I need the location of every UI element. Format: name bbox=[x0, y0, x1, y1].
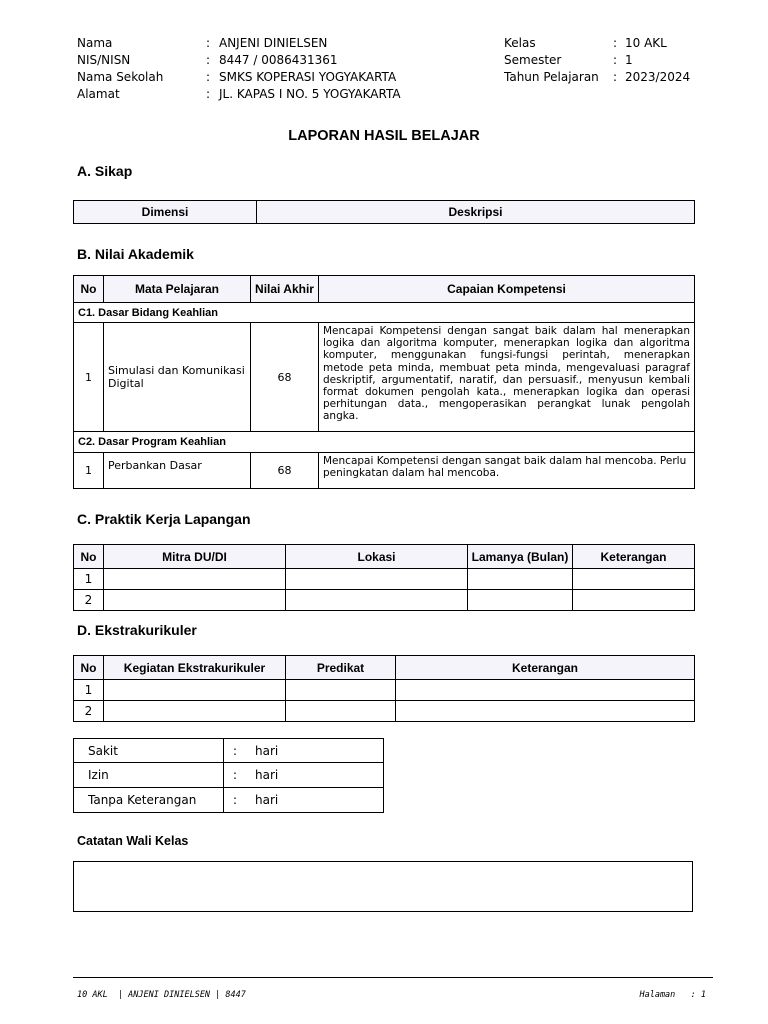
value-nis: 8447 / 0086431361 bbox=[219, 53, 338, 67]
table-row bbox=[74, 590, 695, 611]
akademik-table bbox=[73, 275, 695, 489]
cell-mapel: Simulasi dan Komunikasi Digital bbox=[104, 323, 251, 432]
attendance-table bbox=[73, 738, 384, 813]
group-row: C1. Dasar Bidang Keahlian bbox=[74, 303, 695, 323]
table-row bbox=[74, 453, 695, 489]
attendance-sep: : bbox=[224, 763, 252, 788]
cell-no: 2 bbox=[74, 590, 104, 611]
footer-divider bbox=[73, 977, 713, 978]
table-row bbox=[74, 323, 695, 432]
attendance-value: hari bbox=[251, 739, 384, 763]
col-lokasi: Lokasi bbox=[286, 545, 468, 569]
col-kegiatan: Kegiatan Ekstrakurikuler bbox=[104, 656, 286, 680]
col-predikat: Predikat bbox=[286, 656, 396, 680]
page-title: LAPORAN HASIL BELAJAR bbox=[288, 128, 480, 144]
col-deskripsi: Deskripsi bbox=[257, 201, 695, 224]
col-capaian: Capaian Kompetensi bbox=[319, 276, 695, 303]
catatan-box bbox=[73, 861, 693, 912]
col-no: No bbox=[74, 545, 104, 569]
attendance-row bbox=[74, 739, 384, 763]
col-keterangan: Keterangan bbox=[573, 545, 695, 569]
attendance-label: Izin bbox=[74, 763, 224, 788]
attendance-label: Tanpa Keterangan bbox=[74, 788, 224, 813]
section-heading-ekskul: D. Ekstrakurikuler bbox=[77, 622, 197, 638]
col-no: No bbox=[74, 656, 104, 680]
value-kelas: 10 AKL bbox=[625, 36, 667, 50]
section-heading-pkl: C. Praktik Kerja Lapangan bbox=[77, 511, 251, 527]
col-nilai: Nilai Akhir bbox=[251, 276, 319, 303]
value-sekolah: SMKS KOPERASI YOGYAKARTA bbox=[219, 70, 397, 84]
col-lamanya: Lamanya (Bulan) bbox=[468, 545, 573, 569]
attendance-value: hari bbox=[251, 763, 384, 788]
table-row bbox=[74, 569, 695, 590]
colon: : bbox=[206, 36, 211, 50]
cell-no: 2 bbox=[74, 701, 104, 722]
label-alamat: Alamat bbox=[77, 87, 120, 101]
label-tahun: Tahun Pelajaran bbox=[504, 70, 599, 84]
footer-page: Halaman : 1 bbox=[639, 990, 706, 1000]
attendance-row bbox=[74, 788, 384, 813]
cell-no: 1 bbox=[74, 453, 104, 489]
table-row bbox=[74, 701, 695, 722]
label-sekolah: Nama Sekolah bbox=[77, 70, 164, 84]
value-alamat: JL. KAPAS I NO. 5 YOGYAKARTA bbox=[219, 87, 401, 101]
colon: : bbox=[206, 70, 211, 84]
cell-capaian: Mencapai Kompetensi dengan sangat baik dalam hal mencoba. Perlu peningkatan dalam hal mencoba. bbox=[319, 453, 695, 489]
colon: : bbox=[613, 70, 618, 84]
col-mitra: Mitra DU/DI bbox=[104, 545, 286, 569]
attendance-row bbox=[74, 763, 384, 788]
cell-capaian: Mencapai Kompetensi dengan sangat baik dalam hal menerapkan logika dan algoritma komputer, menerapkan logika dan algoritma komputer, menggunakan fungsi-fungsi perintah, menerapkan metode peta minda, membuat peta minda, mengevaluasi paragraf deskriptif, argumentatif, naratif, dan persuasif., menyusun kembali format dokumen pengolah kata., menerapkan logika dan operasi perhitungan data., mengoperasikan perangkat lunak pengolah angka. bbox=[319, 323, 695, 432]
colon: : bbox=[206, 53, 211, 67]
cell-no: 1 bbox=[74, 323, 104, 432]
value-tahun: 2023/2024 bbox=[625, 70, 691, 84]
cell-mapel: Perbankan Dasar bbox=[104, 453, 251, 489]
col-keterangan: Keterangan bbox=[396, 656, 695, 680]
attendance-sep: : bbox=[224, 788, 252, 813]
col-mapel: Mata Pelajaran bbox=[104, 276, 251, 303]
col-dimensi: Dimensi bbox=[74, 201, 257, 224]
cell-no: 1 bbox=[74, 569, 104, 590]
value-nama: ANJENI DINIELSEN bbox=[219, 36, 328, 50]
table-row bbox=[74, 680, 695, 701]
sikap-table bbox=[73, 200, 695, 224]
label-nama: Nama bbox=[77, 36, 113, 50]
label-semester: Semester bbox=[504, 53, 562, 67]
section-heading-akademik: B. Nilai Akademik bbox=[77, 246, 194, 262]
footer-left: 10 AKL | ANJENI DINIELSEN | 8447 bbox=[77, 990, 246, 1000]
ekskul-table bbox=[73, 655, 695, 722]
col-no: No bbox=[74, 276, 104, 303]
colon: : bbox=[613, 53, 618, 67]
colon: : bbox=[206, 87, 211, 101]
label-kelas: Kelas bbox=[504, 36, 536, 50]
value-semester: 1 bbox=[625, 53, 633, 67]
attendance-label: Sakit bbox=[74, 739, 224, 763]
attendance-sep: : bbox=[224, 739, 252, 763]
section-heading-sikap: A. Sikap bbox=[77, 163, 133, 179]
pkl-table bbox=[73, 544, 695, 611]
label-nis: NIS/NISN bbox=[77, 53, 131, 67]
colon: : bbox=[613, 36, 618, 50]
cell-nilai: 68 bbox=[251, 453, 319, 489]
cell-nilai: 68 bbox=[251, 323, 319, 432]
group-row: C2. Dasar Program Keahlian bbox=[74, 432, 695, 453]
cell-no: 1 bbox=[74, 680, 104, 701]
catatan-heading: Catatan Wali Kelas bbox=[77, 834, 189, 848]
attendance-value: hari bbox=[251, 788, 384, 813]
